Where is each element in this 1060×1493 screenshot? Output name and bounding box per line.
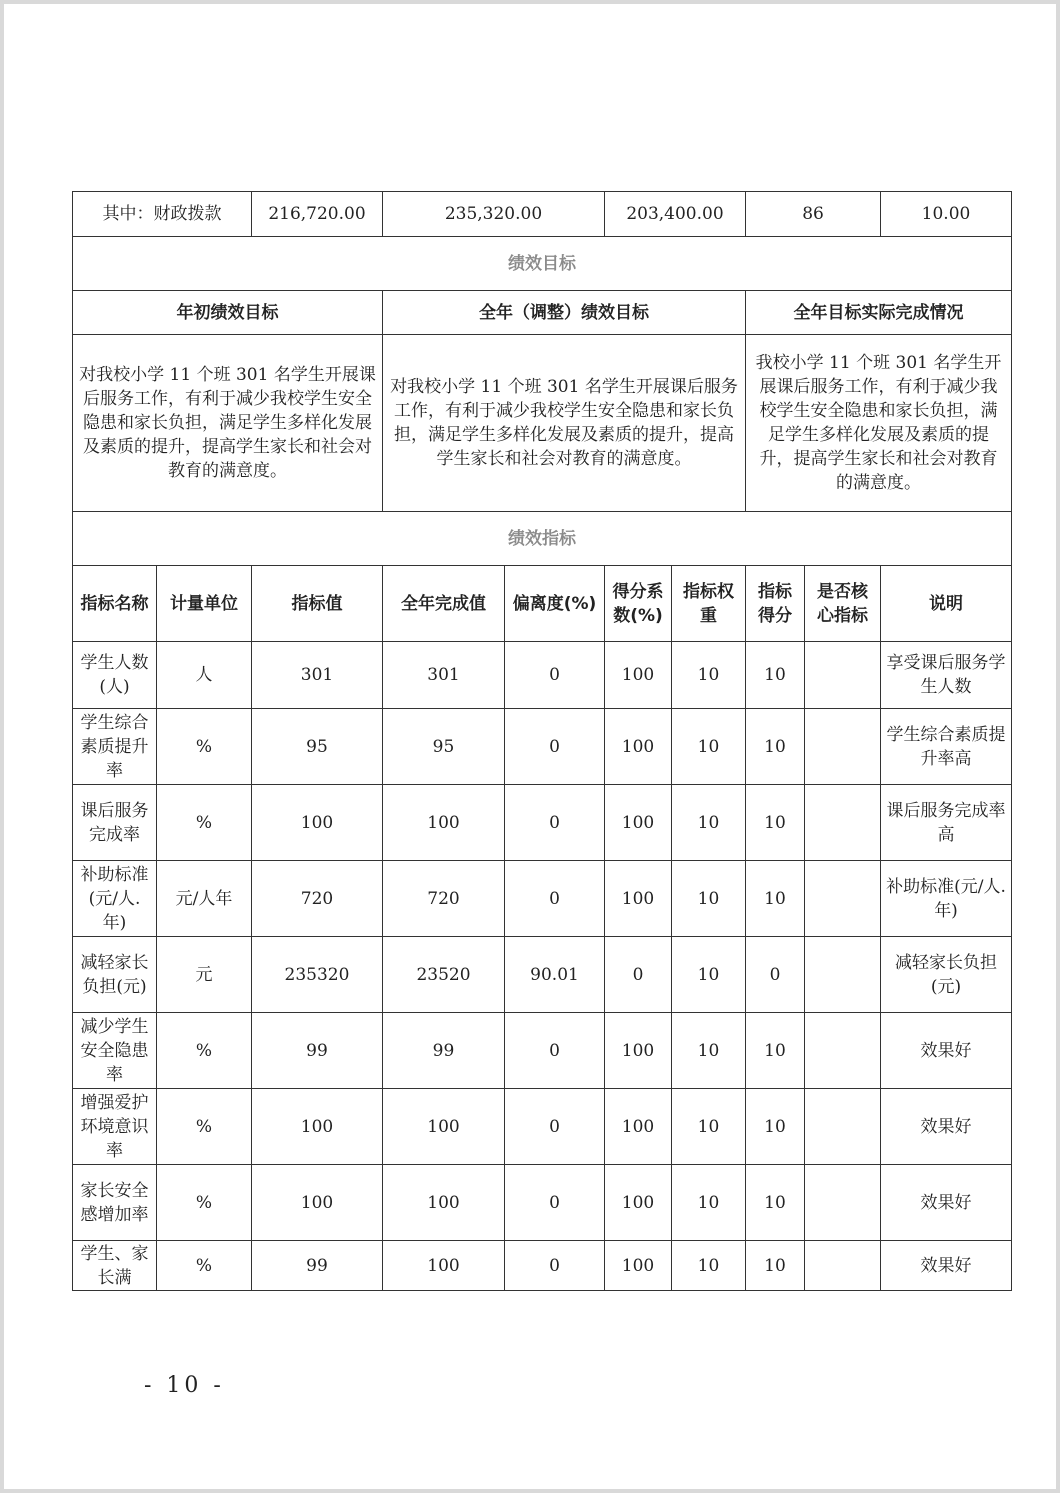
indicator-target-cell: 720 — [252, 861, 383, 937]
indicator-coef-cell: 100 — [605, 709, 672, 785]
header-core: 是否核心指标 — [805, 566, 881, 642]
indicator-note-cell: 效果好 — [881, 1089, 1012, 1165]
indicator-score-cell: 10 — [746, 642, 805, 709]
indicator-weight-cell: 10 — [672, 785, 746, 861]
indicator-actual-cell: 301 — [383, 642, 505, 709]
goal-actual-text: 我校小学 11 个班 301 名学生开展课后服务工作，有利于减少我校学生安全隐患和家长负担，满足学生多样化发展及素质的提升，提高学生家长和社会对教育的满意度。 — [746, 335, 1012, 512]
table-row — [73, 861, 1012, 937]
indicator-coef-cell: 100 — [605, 1089, 672, 1165]
indicator-actual-cell: 23520 — [383, 937, 505, 1013]
table-row — [73, 642, 1012, 709]
indicator-weight-cell: 10 — [672, 709, 746, 785]
indicator-coef-cell: 100 — [605, 1165, 672, 1241]
indicator-unit-cell: % — [157, 709, 252, 785]
indicator-score-cell: 10 — [746, 785, 805, 861]
indicator-unit-cell: 人 — [157, 642, 252, 709]
header-unit: 计量单位 — [157, 566, 252, 642]
table-row — [73, 1013, 1012, 1089]
indicator-deviation-cell: 0 — [505, 1089, 605, 1165]
indicator-coef-cell: 100 — [605, 861, 672, 937]
indicator-weight-cell: 10 — [672, 937, 746, 1013]
indicator-name-cell: 课后服务完成率 — [73, 785, 157, 861]
table-row — [73, 937, 1012, 1013]
table-row — [73, 1241, 1012, 1291]
indicator-score-cell: 10 — [746, 1165, 805, 1241]
table-row — [73, 785, 1012, 861]
indicator-target-cell: 100 — [252, 1165, 383, 1241]
indicator-name-cell: 减轻家长负担(元) — [73, 937, 157, 1013]
indicator-target-cell: 99 — [252, 1013, 383, 1089]
indicator-weight-cell: 10 — [672, 1089, 746, 1165]
indicator-core-cell — [805, 861, 881, 937]
document-page — [4, 4, 1056, 1489]
indicator-deviation-cell: 90.01 — [505, 937, 605, 1013]
indicator-core-cell — [805, 785, 881, 861]
indicator-name-cell: 补助标准(元/人.年) — [73, 861, 157, 937]
goals-header-row — [73, 291, 1012, 335]
indicator-score-cell: 10 — [746, 1089, 805, 1165]
indicator-weight-cell: 10 — [672, 1241, 746, 1291]
indicator-actual-cell: 99 — [383, 1013, 505, 1089]
indicator-name-cell: 学生、家长满 — [73, 1241, 157, 1291]
indicator-target-cell: 100 — [252, 1089, 383, 1165]
indicator-target-cell: 95 — [252, 709, 383, 785]
indicator-name-cell: 学生综合素质提升率 — [73, 709, 157, 785]
funding-rate: 86 — [746, 192, 881, 237]
indicator-deviation-cell: 0 — [505, 642, 605, 709]
header-coef: 得分系数(%) — [605, 566, 672, 642]
indicator-actual-cell: 100 — [383, 1089, 505, 1165]
indicator-note-cell: 课后服务完成率高 — [881, 785, 1012, 861]
indicator-deviation-cell: 0 — [505, 709, 605, 785]
indicators-header-row — [73, 566, 1012, 642]
indicator-unit-cell: % — [157, 1013, 252, 1089]
header-deviation: 偏离度(%) — [505, 566, 605, 642]
goals-section-title: 绩效目标 — [73, 237, 1012, 291]
header-target: 指标值 — [252, 566, 383, 642]
indicator-score-cell: 0 — [746, 937, 805, 1013]
indicator-coef-cell: 100 — [605, 785, 672, 861]
goal-header-adjusted: 全年（调整）绩效目标 — [383, 291, 746, 335]
header-weight: 指标权重 — [672, 566, 746, 642]
indicators-section-title: 绩效指标 — [73, 512, 1012, 566]
indicator-target-cell: 235320 — [252, 937, 383, 1013]
indicator-rows — [73, 642, 1012, 1291]
indicator-note-cell: 学生综合素质提升率高 — [881, 709, 1012, 785]
indicator-actual-cell: 95 — [383, 709, 505, 785]
indicator-core-cell — [805, 937, 881, 1013]
indicator-core-cell — [805, 1013, 881, 1089]
funding-label: 其中：财政拨款 — [73, 192, 252, 237]
indicator-score-cell: 10 — [746, 1013, 805, 1089]
goal-header-initial: 年初绩效目标 — [73, 291, 383, 335]
indicator-name-cell: 家长安全感增加率 — [73, 1165, 157, 1241]
funding-initial: 216,720.00 — [252, 192, 383, 237]
indicator-coef-cell: 100 — [605, 1241, 672, 1291]
indicator-unit-cell: 元/人年 — [157, 861, 252, 937]
goal-adjusted-text: 对我校小学 11 个班 301 名学生开展课后服务工作，有利于减少我校学生安全隐患和家长负担，满足学生多样化发展及素质的提升，提高学生家长和社会对教育的满意度。 — [383, 335, 746, 512]
indicator-core-cell — [805, 642, 881, 709]
indicator-deviation-cell: 0 — [505, 1241, 605, 1291]
indicator-actual-cell: 100 — [383, 785, 505, 861]
indicator-name-cell: 增强爱护环境意识率 — [73, 1089, 157, 1165]
indicator-score-cell: 10 — [746, 861, 805, 937]
funding-adjusted: 235,320.00 — [383, 192, 605, 237]
indicator-note-cell: 减轻家长负担(元) — [881, 937, 1012, 1013]
indicator-score-cell: 10 — [746, 1241, 805, 1291]
header-score: 指标得分 — [746, 566, 805, 642]
indicator-coef-cell: 100 — [605, 1013, 672, 1089]
indicator-actual-cell: 720 — [383, 861, 505, 937]
indicator-note-cell: 效果好 — [881, 1241, 1012, 1291]
header-actual: 全年完成值 — [383, 566, 505, 642]
header-note: 说明 — [881, 566, 1012, 642]
goal-header-actual: 全年目标实际完成情况 — [746, 291, 1012, 335]
indicator-target-cell: 301 — [252, 642, 383, 709]
indicator-target-cell: 99 — [252, 1241, 383, 1291]
table-row — [73, 709, 1012, 785]
page-number: - 10 - — [144, 1373, 225, 1398]
indicator-coef-cell: 100 — [605, 642, 672, 709]
indicator-core-cell — [805, 1241, 881, 1291]
goals-content-row — [73, 335, 1012, 512]
funding-score: 10.00 — [881, 192, 1012, 237]
goal-initial-text: 对我校小学 11 个班 301 名学生开展课后服务工作，有利于减少我校学生安全隐患和家长负担，满足学生多样化发展及素质的提升，提高学生家长和社会对教育的满意度。 — [73, 335, 383, 512]
indicator-unit-cell: % — [157, 1165, 252, 1241]
indicator-note-cell: 效果好 — [881, 1013, 1012, 1089]
indicator-unit-cell: % — [157, 1089, 252, 1165]
indicator-note-cell: 享受课后服务学生人数 — [881, 642, 1012, 709]
funding-executed: 203,400.00 — [605, 192, 746, 237]
indicator-coef-cell: 0 — [605, 937, 672, 1013]
indicator-deviation-cell: 0 — [505, 861, 605, 937]
indicator-actual-cell: 100 — [383, 1241, 505, 1291]
indicator-score-cell: 10 — [746, 709, 805, 785]
indicator-weight-cell: 10 — [672, 861, 746, 937]
indicator-note-cell: 补助标准(元/人.年) — [881, 861, 1012, 937]
indicator-target-cell: 100 — [252, 785, 383, 861]
indicator-weight-cell: 10 — [672, 642, 746, 709]
indicator-deviation-cell: 0 — [505, 1013, 605, 1089]
indicator-core-cell — [805, 1165, 881, 1241]
table-row — [73, 1089, 1012, 1165]
indicator-actual-cell: 100 — [383, 1165, 505, 1241]
header-name: 指标名称 — [73, 566, 157, 642]
indicator-deviation-cell: 0 — [505, 1165, 605, 1241]
indicator-unit-cell: % — [157, 785, 252, 861]
indicator-name-cell: 学生人数(人) — [73, 642, 157, 709]
indicator-note-cell: 效果好 — [881, 1165, 1012, 1241]
indicator-name-cell: 减少学生安全隐患率 — [73, 1013, 157, 1089]
funding-row — [73, 192, 1012, 237]
indicator-weight-cell: 10 — [672, 1013, 746, 1089]
indicator-weight-cell: 10 — [672, 1165, 746, 1241]
indicator-deviation-cell: 0 — [505, 785, 605, 861]
indicator-unit-cell: % — [157, 1241, 252, 1291]
performance-table — [72, 191, 1012, 1291]
indicator-core-cell — [805, 709, 881, 785]
table-row — [73, 1165, 1012, 1241]
indicator-core-cell — [805, 1089, 881, 1165]
indicator-unit-cell: 元 — [157, 937, 252, 1013]
